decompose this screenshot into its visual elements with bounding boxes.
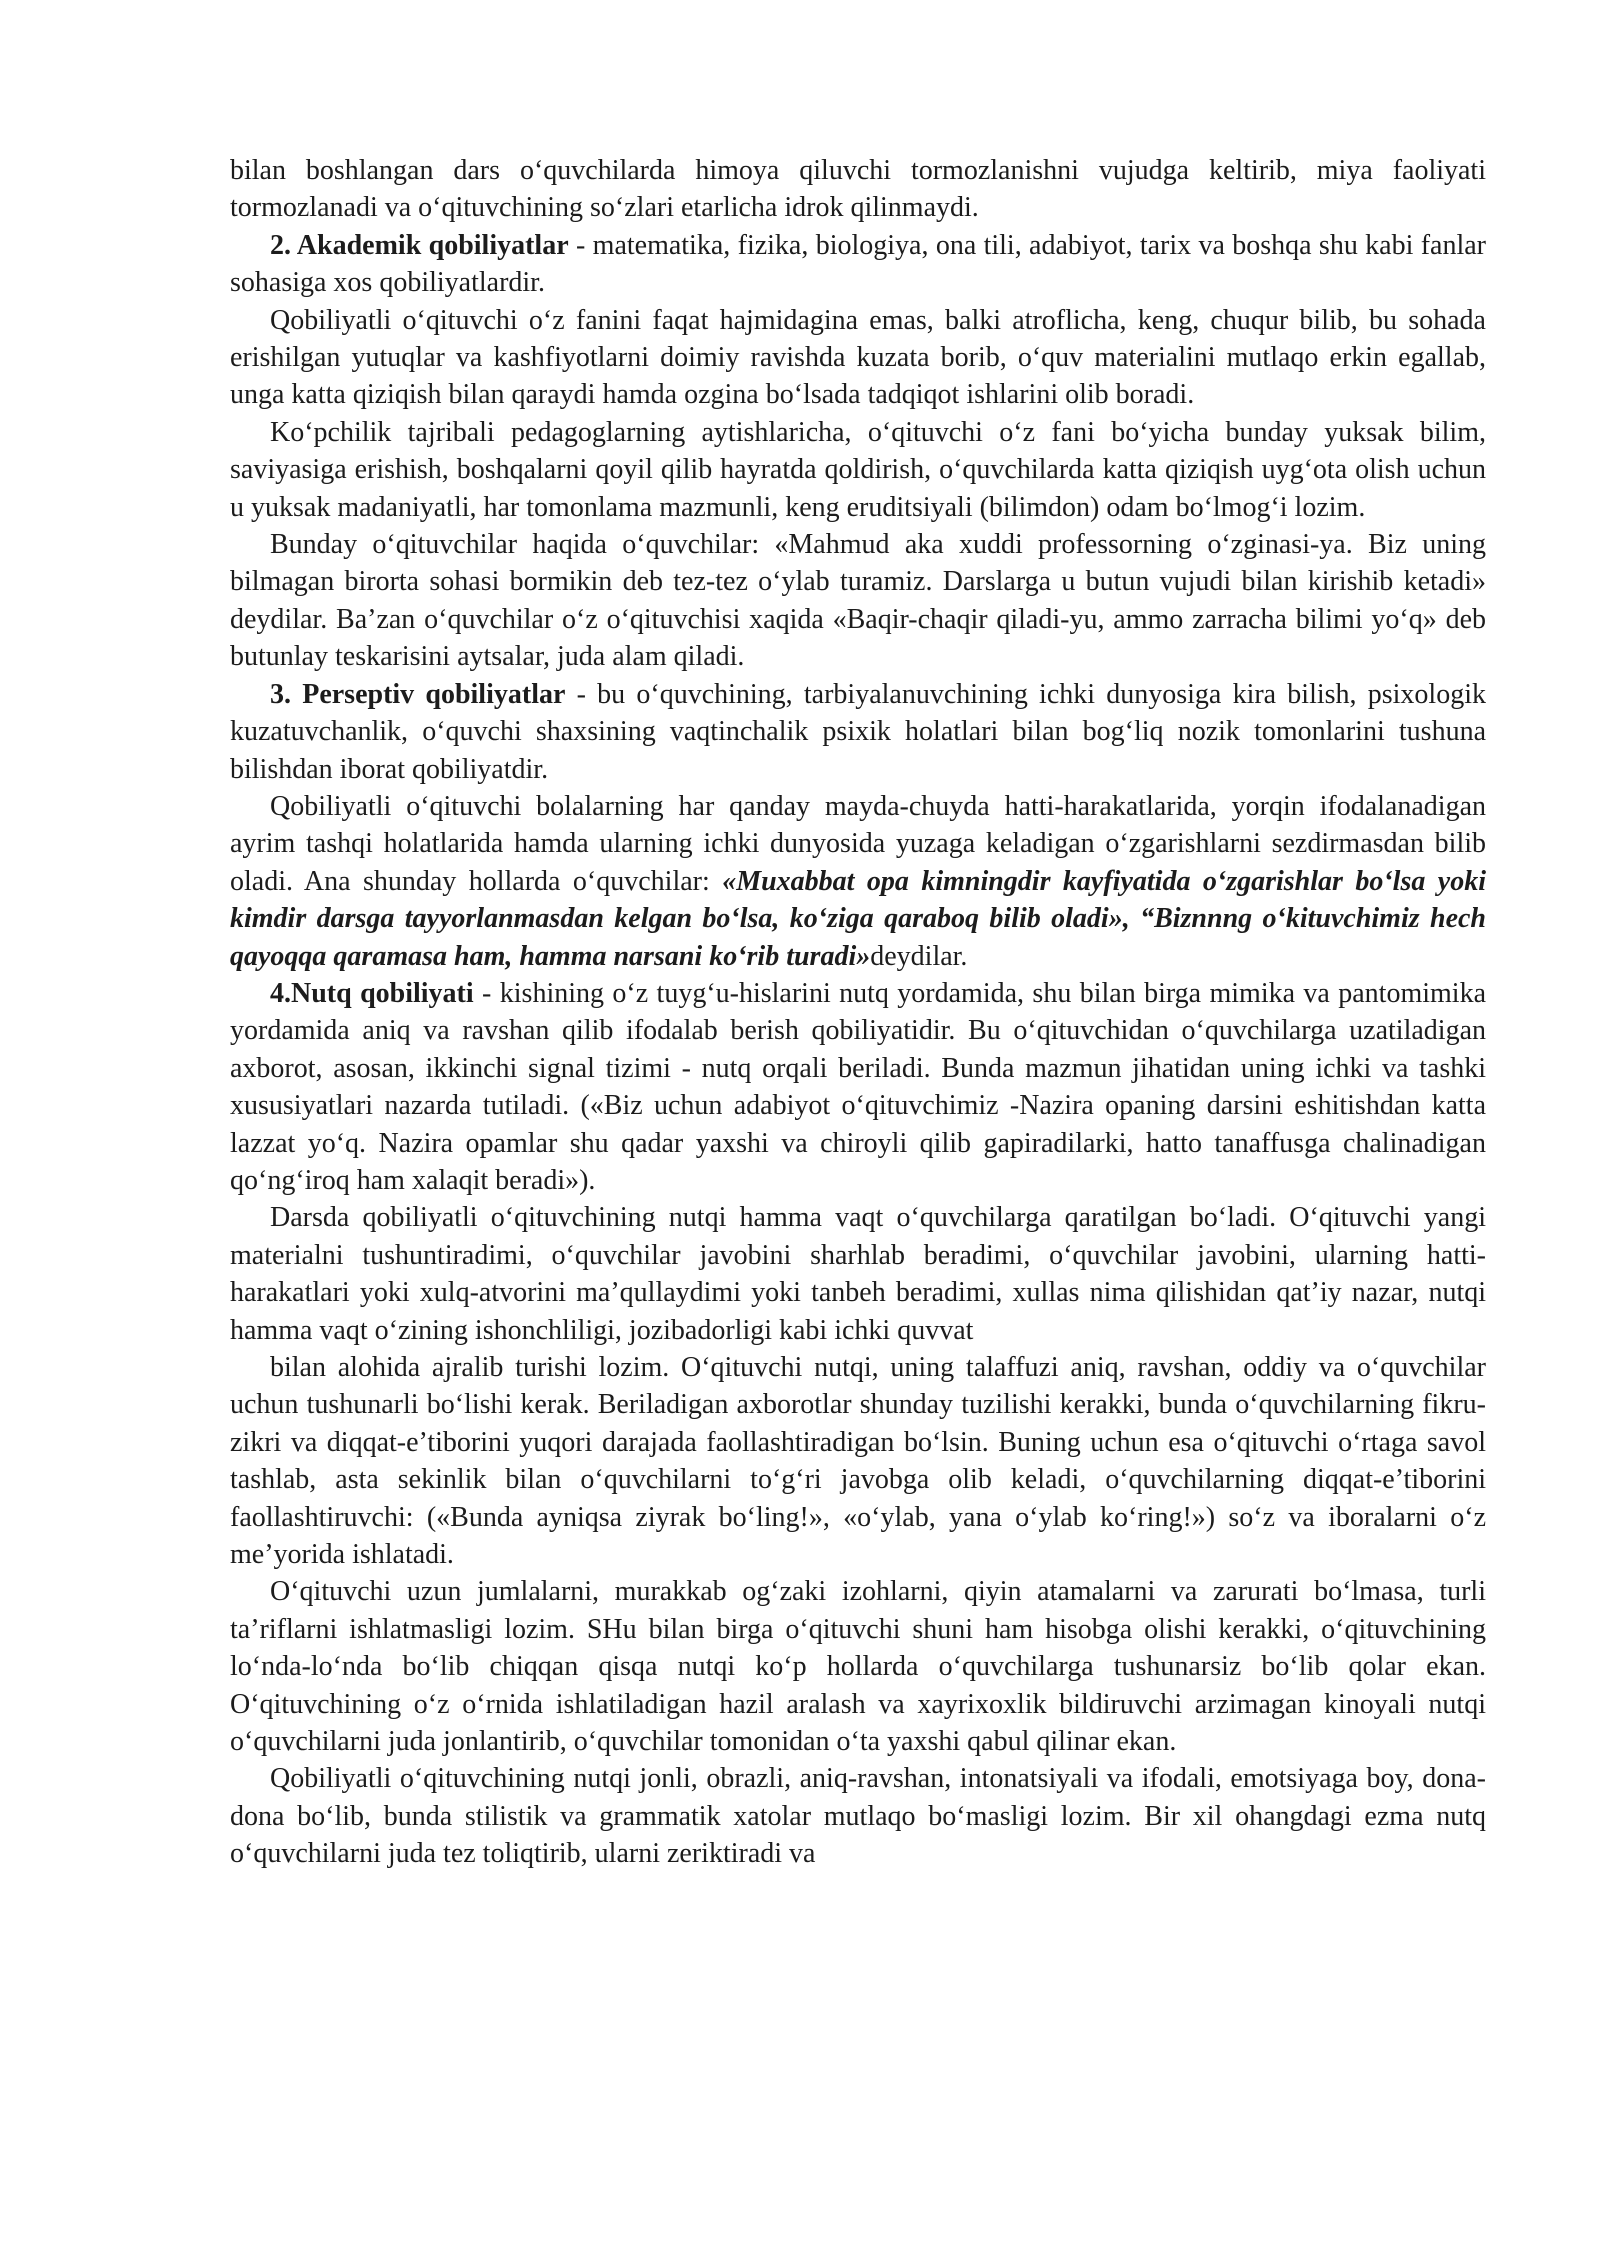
paragraph-11-text: O‘qituvchi uzun jumlalarni, murakkab og‘zaki izohlarni, qiyin atamalarni va zarurati bo‘lmasa, turli ta’riflarni ishlatmasligi lozim. SHu bilan birga o‘qituvchi shuni ham hisobga olishi kerakki, o‘qituvchining lo‘nda-lo‘nda bo‘lib chiqqan qisqa nutqi ko‘p hollarda o‘quvchilarga tushunarsiz bo‘lib qolar ekan. O‘qituvchining o‘z o‘rnida ishlatiladigan hazil aralash va xayrixoxlik bildiruvchi arzimagan kinoyali nutqi o‘quvchilarni juda jonlantirib, o‘quvchilar tomonidan o‘ta yaxshi qabul qilinar ekan. (230, 1576, 1486, 1758)
paragraph-5-text: Bunday o‘qituvchilar haqida o‘quvchilar: «Mahmud aka xuddi professorning o‘zginasi-ya. Biz uning bilmagan birorta sohasi bormikin deb tez-tez o‘ylab turamiz. Darslarga u butun vujudi bilan kirishib ketadi» deydilar. Ba’zan o‘quvchilar o‘z o‘qituvchisi xaqida «Baqir-chaqir qiladi-yu, ammo zarracha bilimi yo‘q» deb butunlay teskarisini aytsalar, juda alam qiladi. (230, 529, 1486, 673)
paragraph-3-text: Qobiliyatli o‘qituvchi o‘z fanini faqat hajmidagina emas, balki atroflicha, keng, chuqur bilib, bu sohada erishilgan yutuqlar va kashfiyotlarni doimiy ravishda kuzata borib, o‘quv materialini mutlaqo erkin egallab, unga katta qiziqish bilan qaraydi hamda ozgina bo‘lsada tadqiqot ishlarini olib boradi. (230, 304, 1486, 411)
paragraph-10-text: bilan alohida ajralib turishi lozim. O‘qituvchi nutqi, uning talaffuzi aniq, ravshan, oddiy va o‘quvchilar uchun tushunarli bo‘lishi kerak. Beriladigan axborotlar shunday tuzilishi kerakki, bunda o‘quvchilarning fikru-zikri va diqqat-e’tiborini yuqori darajada faollashtiradigan bo‘lsin. Buning uchun esa o‘qituvchi o‘rtaga savol tashlab, asta sekinlik bilan o‘quvchilarni to‘g‘ri javobga olib keladi, o‘quvchilarning diqqat-e’tiborini faollashtiruvchi: («Bunda ayniqsa ziyrak bo‘ling!», «o‘ylab, yana o‘ylab ko‘ring!») so‘z va iboralarni o‘z me’yorida ishlatadi. (230, 1352, 1486, 1571)
paragraph-9 (230, 1199, 1486, 1349)
paragraph-5 (230, 526, 1486, 676)
paragraph-7-tail: deydilar. (870, 940, 968, 972)
paragraph-11 (230, 1573, 1486, 1760)
paragraph-7-text: Qobiliyatli o‘qituvchi bolalarning har qanday mayda-chuyda hatti-harakatlarida, yorqin ifodalanadigan ayrim tashqi holatlarida hamda ularning ichki dunyosida yuzaga keladigan o‘zgarishlarni sezdirmasdan bilib oladi. Ana shunday hollarda o‘quvchilar: (230, 790, 1486, 897)
paragraph-12 (230, 1760, 1486, 1872)
paragraph-1-text: bilan boshlangan dars o‘quvchilarda himoya qiluvchi tormozlanishni vujudga keltirib, miya faoliyati tormozlanadi va o‘qituvchining so‘zlari etarlicha idrok qilinmaydi. (230, 155, 1486, 224)
paragraph-6 (230, 676, 1486, 788)
heading-akademik-qobiliyatlar: 2. Akademik qobiliyatlar (270, 229, 569, 261)
paragraph-10 (230, 1349, 1486, 1573)
paragraph-6-text: - bu o‘quvchining, tarbiyalanuvchining ichki dunyosiga kira bilish, psixologik kuzatuvchanlik, o‘quvchi shaxsining vaqtinchalik psixik holatlari bilan bog‘liq nozik tomonlarini tushuna bilishdan iborat qobiliyatdir. (230, 678, 1486, 785)
heading-nutq-qobiliyati: 4.Nutq qobiliyati (270, 977, 474, 1009)
document-body (230, 152, 1486, 1873)
paragraph-7-quote: «Muxabbat opa kimningdir kayfiyatida o‘zgarishlar bo‘lsa yoki kimdir darsga tayyorlanmasdan kelgan bo‘lsa, ko‘ziga qaraboq bilib oladi», “Biznnng o‘kituvchimiz hech qayoqqa qaramasa ham, hamma narsani ko‘rib turadi» (230, 865, 1487, 972)
paragraph-4 (230, 414, 1486, 526)
paragraph-4-text: Ko‘pchilik tajribali pedagoglarning aytishlaricha, o‘qituvchi o‘z fani bo‘yicha bunday yuksak bilim, saviyasiga erishish, boshqalarni qoyil qilib hayratda qoldirish, o‘quvchilarda katta qiziqish uyg‘ota olish uchun u yuksak madaniyatli, har tomonlama mazmunli, keng eruditsiyali (bilimdon) odam bo‘lmog‘i lozim. (230, 416, 1486, 523)
paragraph-2 (230, 227, 1486, 302)
paragraph-8-text: - kishining o‘z tuyg‘u-hislarini nutq yordamida, shu bilan birga mimika va pantomimika yordamida aniq va ravshan qilib ifodalab berish qobiliyatidir. Bu o‘qituvchidan o‘quvchilarga uzatiladigan axborot, asosan, ikkinchi signal tizimi - nutq orqali beriladi. Bunda mazmun jihatidan uning ichki va tashki xususiyatlari nazarda tutiladi. («Biz uchun adabiyot o‘qituvchimiz -Nazira opaning darsini eshitishdan katta lazzat yo‘q. Nazira opamlar shu qadar yaxshi va chiroyli qilib gapiradilarki, hatto tanaffusga chalinadigan qo‘ng‘iroq ham xalaqit beradi»). (230, 977, 1486, 1196)
paragraph-8 (230, 975, 1486, 1199)
paragraph-1 (230, 152, 1486, 227)
paragraph-12-text: Qobiliyatli o‘qituvchining nutqi jonli, obrazli, aniq-ravshan, intonatsiyali va ifodali, emotsiyaga boy, dona-dona bo‘lib, bunda stilistik va grammatik xatolar mutlaqo bo‘masligi lozim. Bir xil ohangdagi ezma nutq o‘quvchilarni juda tez toliqtirib, ularni zeriktiradi va (230, 1763, 1486, 1870)
paragraph-2-text: - matematika, fizika, biologiya, ona tili, adabiyot, tarix va boshqa shu kabi fanlar sohasiga xos qobiliyatlardir. (230, 229, 1487, 299)
heading-perseptiv-qobiliyatlar: 3. Perseptiv qobiliyatlar (270, 678, 566, 710)
paragraph-3 (230, 302, 1486, 414)
paragraph-9-text: Darsda qobiliyatli o‘qituvchining nutqi hamma vaqt o‘quvchilarga qaratilgan bo‘ladi. O‘qituvchi yangi materialni tushuntiradimi, o‘quvchilar javobini sharhlab beradimi, o‘quvchilar javobini, ularning hatti-harakatlari yoki xulq-atvorini ma’qullaydimi yoki tanbeh beradimi, xullas nima qilishidan qat’iy nazar, nutqi hamma vaqt o‘zining ishonchliligi, jozibadorligi kabi ichki quvvat (230, 1202, 1486, 1346)
paragraph-7 (230, 788, 1486, 975)
